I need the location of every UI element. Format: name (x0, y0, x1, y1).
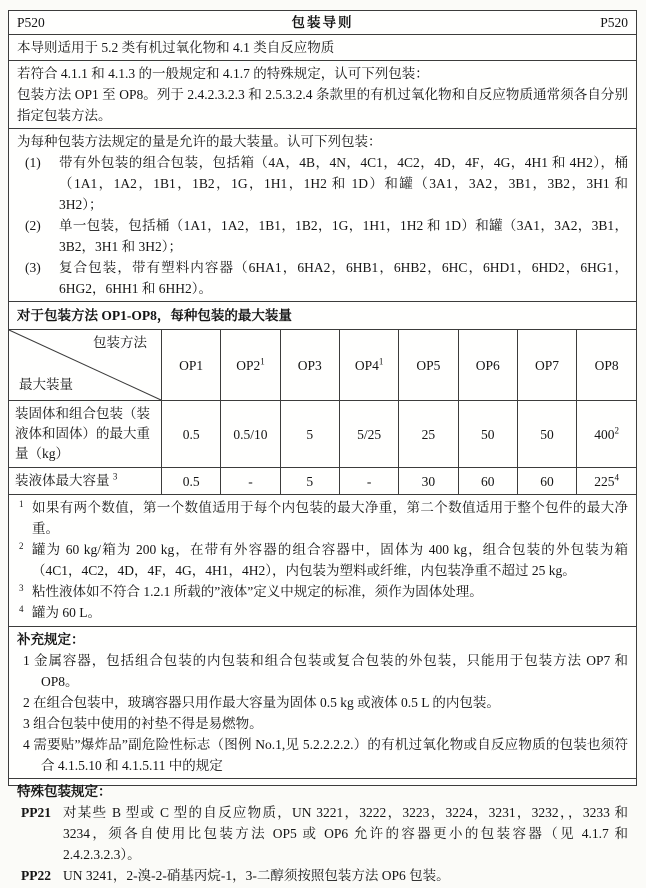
footnote-number: 2 (19, 541, 24, 551)
footnote (17, 539, 628, 581)
row-label: 装固体和组合包装（装液体和固体）的最大重量（kg） (9, 401, 162, 468)
column-header: OP1 (162, 330, 221, 401)
list-item-number: (1) (25, 155, 41, 170)
column-header: OP3 (280, 330, 339, 401)
scope-row (9, 34, 636, 60)
pp-item (17, 802, 628, 865)
footnote-number: 4 (19, 604, 24, 614)
table-cell: 0.5/10 (221, 401, 280, 468)
max-quantity-table-wrap (9, 329, 636, 494)
corner-label-max-quantity: 最大装量 (19, 377, 73, 392)
row-label: 装液体最大容量 $^3$ (9, 468, 162, 495)
column-header: OP7 (517, 330, 576, 401)
footnote-text: 罐为 60 kg/箱为 200 kg，在带有外容器的组合容器中，固体为 400 kg，组合包装的外包装为箱（4C1，4C2，4D，4F，4G，4H1，4H2），内包装为塑料或纤维，内包装净重不超过 25 kg。 (32, 542, 628, 578)
table-caption: 对于包装方法 OP1-OP8，每种包装的最大装量 (9, 301, 636, 329)
list-item (17, 152, 628, 215)
table-cell: - (339, 468, 398, 495)
scope-text: 本导则适用于 5.2 类有机过氧化物和 4.1 类自反应物质 (17, 40, 335, 55)
list-item-text: 单一包装，包括桶（1A1，1A2，1B1，1B2，1G，1H1，1H2 和 1D）和罐（3A1，3A2，3B1，3B2，3H1 和 3H2）； (59, 218, 628, 254)
header-code-right: P520 (600, 15, 628, 30)
list-item-text: 带有外包装的组合包装，包括箱（4A，4B，4N，4C1，4C2，4D，4F，4G，4H1 和 4H2），桶（1A1，1A2，1B1，1B2，1G，1H1，1H2 和 1D）和罐（3A1，3A2，3B1，3B2，3H1 和 3H2）； (59, 155, 628, 212)
table-cell: 50 (458, 401, 517, 468)
list-item-number: (2) (25, 218, 41, 233)
table-cell: 60 (458, 468, 517, 495)
corner-label-packing-method: 包装方法 (93, 335, 147, 350)
table-cell: $400^2$ (577, 401, 636, 468)
footnote-number: 1 (19, 499, 24, 509)
table-header-row (9, 330, 636, 401)
table-cell: 50 (517, 401, 576, 468)
table-cell: 0.5 (162, 401, 221, 468)
special-provisions-section (9, 778, 636, 888)
table-cell: 0.5 (162, 468, 221, 495)
pp-text: UN 3241，2-溴-2-硝基丙烷-1，3-二醇须按照包装方法 OP6 包装。 (63, 868, 450, 883)
list-item (17, 257, 628, 299)
packing-list-intro: 为每种包装方法规定的量是允许的最大装量。认可下列包装： (17, 134, 382, 149)
intro-paragraph-1: 若符合 4.1.1 和 4.1.3 的一般规定和 4.1.7 的特殊规定，认可下列包装： (17, 66, 429, 81)
header-code-left: P520 (17, 15, 45, 30)
max-quantity-table (9, 330, 636, 494)
footnote (17, 581, 628, 602)
footnote-text: 如果有两个数值，第一个数值适用于每个内包装的最大净重，第二个数值适用于整个包件的最大净重。 (32, 500, 628, 536)
table-cell: - (221, 468, 280, 495)
footnotes-section (9, 494, 636, 626)
column-header: OP6 (458, 330, 517, 401)
table-row-solids (9, 401, 636, 468)
footnote (17, 602, 628, 623)
footnote-number: 3 (19, 583, 24, 593)
table-cell: 5 (280, 401, 339, 468)
page-title: 包装导则 (291, 15, 354, 30)
provision-item: 3 组合包装中使用的衬垫不得是易燃物。 (23, 716, 263, 731)
header-row (9, 11, 636, 34)
provision-item: 2 在组合包装中，玻璃容器只用作最大容量为固体 0.5 kg 或液体 0.5 L 的内包装。 (23, 695, 500, 710)
footnote (17, 497, 628, 539)
intro-paragraph-2: 包装方法 OP1 至 OP8。列于 2.4.2.3.2.3 和 2.5.3.2.4 条款里的有机过氧化物和自反应物质通常须各自分别指定包装方法。 (17, 87, 628, 123)
pp-code: PP22 (21, 868, 51, 883)
pp-code: PP21 (21, 805, 51, 820)
table-cell: $225^4$ (577, 468, 636, 495)
column-header: $OP2^1$ (221, 330, 280, 401)
table-cell: 60 (517, 468, 576, 495)
pp-text: 对某些 B 型或 C 型的自反应物质，UN 3221，3222，3223，3224，3231，3232，，3233 和 3234，须各自使用比包装方法 OP5 或 OP6 允许的容器更小的包装容器（见 4.1.7 和 2.4.2.3.2.3）。 (63, 805, 628, 862)
additional-provisions-title: 补充规定： (17, 632, 85, 647)
special-provisions-title: 特殊包装规定： (17, 784, 112, 799)
footnote-text: 粘性液体如不符合 1.2.1 所载的”液体”定义中规定的标准，须作为固体处理。 (32, 584, 483, 599)
additional-provisions-section (9, 626, 636, 778)
intro-section (9, 60, 636, 128)
provision-item: 4 需要贴”爆炸品”副危险性标志（图例 No.1,见 5.2.2.2.2.）的有机过氧化物或自反应物质的包装也须符合 4.1.5.10 和 4.1.5.11 中的规定 (23, 737, 628, 773)
column-header: OP8 (577, 330, 636, 401)
provision-item: 1 金属容器，包括组合包装的内包装和组合包装或复合包装的外包装，只能用于包装方法 OP7 和 OP8。 (23, 653, 628, 689)
corner-cell (9, 330, 162, 401)
list-item-text: 复合包装，带有塑料内容器（6HA1，6HA2，6HB1，6HB2，6HC，6HD1，6HD2，6HG1，6HG2，6HH1 和 6HH2）。 (59, 260, 628, 296)
table-row-liquids (9, 468, 636, 495)
table-cell: 25 (399, 401, 458, 468)
table-cell: 5/25 (339, 401, 398, 468)
table-cell: 5 (280, 468, 339, 495)
table-cell: 30 (399, 468, 458, 495)
packing-instruction-page (8, 10, 637, 883)
list-item-number: (3) (25, 260, 41, 275)
list-item (17, 215, 628, 257)
packing-list-section (9, 128, 636, 301)
footnote-text: 罐为 60 L。 (32, 605, 101, 620)
column-header: OP5 (399, 330, 458, 401)
pp-item (17, 865, 628, 886)
column-header: $OP4^1$ (339, 330, 398, 401)
